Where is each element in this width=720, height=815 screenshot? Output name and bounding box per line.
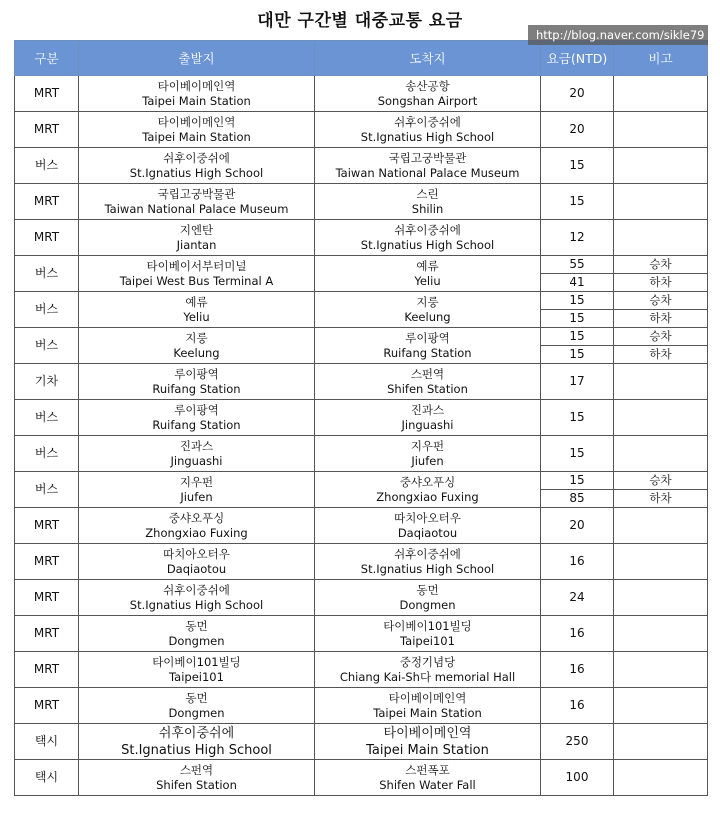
departure-cell: [79, 436, 315, 472]
to-name-ko: 지룽: [416, 294, 439, 309]
table-row: [15, 652, 708, 688]
table-row: [15, 724, 708, 760]
arrival-cell: [315, 472, 541, 508]
departure-cell: [79, 688, 315, 724]
departure-cell: [79, 76, 315, 112]
fare-cell: 15: [541, 436, 614, 472]
arrival-cell: [315, 292, 541, 328]
to-name-ko: 루이팡역: [405, 330, 450, 345]
note-cell: 하차: [614, 310, 708, 328]
to-name-en: Taiwan National Palace Museum: [335, 165, 520, 180]
departure-cell: [79, 472, 315, 508]
from-name-ko: 타이베이메인역: [157, 78, 236, 93]
to-name-ko: 따치아오터우: [394, 510, 461, 525]
category-cell: 버스: [15, 328, 79, 364]
category-cell: 기차: [15, 364, 79, 400]
table-row: [15, 688, 708, 724]
to-name-en: Shilin: [411, 201, 444, 216]
from-name-en: St.Ignatius High School: [129, 597, 264, 612]
to-name-en: Taipei Main Station: [373, 705, 482, 720]
from-name-en: Jiufen: [180, 489, 213, 504]
to-name-en: Chiang Kai-Sh다 memorial Hall: [339, 669, 516, 684]
departure-cell: [79, 364, 315, 400]
departure-cell: [79, 184, 315, 220]
note-cell: 승차: [614, 256, 708, 274]
departure-cell: [79, 580, 315, 616]
table-row: [15, 472, 708, 490]
to-name-ko: 쉬후이중쉬에: [394, 546, 461, 561]
from-name-ko: 지룽: [185, 330, 208, 345]
from-name-en: St.Ignatius High School: [129, 165, 264, 180]
fare-cell: 41: [541, 274, 614, 292]
table-row: [15, 760, 708, 796]
from-name-ko: 지우펀: [179, 474, 214, 489]
departure-cell: [79, 652, 315, 688]
fare-cell: 15: [541, 346, 614, 364]
table-row: [15, 580, 708, 616]
to-name-en: Dongmen: [399, 597, 456, 612]
arrival-cell: [315, 400, 541, 436]
fare-cell: 250: [541, 724, 614, 760]
table-row: [15, 544, 708, 580]
departure-cell: [79, 112, 315, 148]
table-row: [15, 436, 708, 472]
arrival-cell: [315, 508, 541, 544]
fare-cell: 55: [541, 256, 614, 274]
note-cell: [614, 112, 708, 148]
from-name-en: Taipei Main Station: [142, 129, 251, 144]
to-name-en: Jinguashi: [401, 417, 454, 432]
category-cell: 버스: [15, 472, 79, 508]
note-cell: [614, 724, 708, 760]
to-name-ko: 진과스: [410, 402, 445, 417]
from-name-ko: 진과스: [179, 438, 214, 453]
category-cell: MRT: [15, 220, 79, 256]
from-name-ko: 지엔탄: [179, 222, 214, 237]
from-name-en: Taipei Main Station: [142, 93, 251, 108]
fare-cell: 15: [541, 310, 614, 328]
note-cell: 하차: [614, 346, 708, 364]
from-name-en: Yeliu: [183, 309, 210, 324]
fare-table: [14, 40, 708, 796]
arrival-cell: [315, 148, 541, 184]
to-name-ko: 송산공항: [405, 78, 450, 93]
to-name-en: Taipei Main Station: [366, 742, 489, 758]
from-name-en: Ruifang Station: [152, 381, 241, 396]
from-name-en: Shifen Station: [156, 777, 237, 792]
to-name-en: St.Ignatius High School: [360, 129, 495, 144]
from-name-en: Taiwan National Palace Museum: [104, 201, 289, 216]
note-cell: [614, 652, 708, 688]
to-name-ko: 스펀역: [410, 366, 445, 381]
to-name-en: Ruifang Station: [383, 345, 472, 360]
table-row: [15, 292, 708, 310]
category-cell: 버스: [15, 256, 79, 292]
fare-cell: 85: [541, 490, 614, 508]
fare-cell: 20: [541, 112, 614, 148]
from-name-ko: 동먼: [185, 690, 208, 705]
header-category: 구분: [15, 41, 79, 76]
from-name-en: Zhongxiao Fuxing: [145, 525, 248, 540]
arrival-cell: [315, 724, 541, 760]
departure-cell: [79, 760, 315, 796]
from-name-ko: 동먼: [185, 618, 208, 633]
arrival-cell: [315, 256, 541, 292]
to-name-en: St.Ignatius High School: [360, 561, 495, 576]
arrival-cell: [315, 688, 541, 724]
from-name-ko: 타이베이101빌딩: [152, 654, 241, 669]
note-cell: 승차: [614, 292, 708, 310]
from-name-ko: 쉬후이중쉬에: [163, 582, 230, 597]
category-cell: MRT: [15, 688, 79, 724]
category-cell: MRT: [15, 112, 79, 148]
to-name-en: Keelung: [404, 309, 451, 324]
from-name-en: Keelung: [173, 345, 220, 360]
to-name-ko: 타이베이101빌딩: [383, 618, 472, 633]
from-name-ko: 쉬후이중쉬에: [158, 725, 235, 741]
to-name-ko: 타이베이메인역: [383, 725, 472, 741]
from-name-en: Jinguashi: [170, 453, 223, 468]
arrival-cell: [315, 184, 541, 220]
category-cell: MRT: [15, 184, 79, 220]
to-name-en: Yeliu: [414, 273, 441, 288]
note-cell: [614, 364, 708, 400]
table-header: [15, 41, 708, 76]
fare-cell: 100: [541, 760, 614, 796]
fare-cell: 20: [541, 76, 614, 112]
from-name-en: Dongmen: [168, 705, 225, 720]
page-title: 대만 구간별 대중교통 요금: [257, 11, 463, 31]
from-name-en: Ruifang Station: [152, 417, 241, 432]
note-cell: [614, 580, 708, 616]
to-name-ko: 중정기념당: [399, 654, 456, 669]
to-name-en: Songshan Airport: [377, 93, 478, 108]
fare-cell: 12: [541, 220, 614, 256]
category-cell: 택시: [15, 724, 79, 760]
arrival-cell: [315, 652, 541, 688]
to-name-ko: 동먼: [416, 582, 439, 597]
from-name-ko: 쉬후이중쉬에: [163, 150, 230, 165]
from-name-ko: 스펀역: [179, 762, 214, 777]
departure-cell: [79, 220, 315, 256]
note-cell: [614, 184, 708, 220]
header-departure: 출발지: [79, 41, 315, 76]
from-name-en: Taipei101: [169, 669, 224, 684]
fare-cell: 15: [541, 292, 614, 310]
fare-cell: 16: [541, 652, 614, 688]
note-cell: [614, 76, 708, 112]
fare-cell: 24: [541, 580, 614, 616]
note-cell: [614, 508, 708, 544]
category-cell: 버스: [15, 148, 79, 184]
to-name-ko: 국립고궁박물관: [388, 150, 467, 165]
category-cell: 버스: [15, 400, 79, 436]
from-name-ko: 예류: [185, 294, 208, 309]
fare-cell: 20: [541, 508, 614, 544]
header-fare: 요금(NTD): [541, 41, 614, 76]
from-name-ko: 국립고궁박물관: [157, 186, 236, 201]
note-cell: [614, 400, 708, 436]
to-name-ko: 지우펀: [410, 438, 445, 453]
table-row: [15, 148, 708, 184]
table-row: [15, 220, 708, 256]
departure-cell: [79, 292, 315, 328]
to-name-en: Taipei101: [400, 633, 455, 648]
header-arrival: 도착지: [315, 41, 541, 76]
header-note: 비고: [614, 41, 708, 76]
arrival-cell: [315, 544, 541, 580]
arrival-cell: [315, 436, 541, 472]
fare-cell: 17: [541, 364, 614, 400]
to-name-ko: 타이베이메인역: [388, 690, 467, 705]
table-row: [15, 364, 708, 400]
table-row: [15, 256, 708, 274]
note-cell: [614, 436, 708, 472]
departure-cell: [79, 724, 315, 760]
note-cell: [614, 148, 708, 184]
departure-cell: [79, 328, 315, 364]
arrival-cell: [315, 760, 541, 796]
table-row: [15, 328, 708, 346]
category-cell: 버스: [15, 292, 79, 328]
note-cell: 승차: [614, 328, 708, 346]
note-cell: [614, 760, 708, 796]
category-cell: MRT: [15, 616, 79, 652]
category-cell: MRT: [15, 652, 79, 688]
table-row: [15, 76, 708, 112]
fare-cell: 15: [541, 148, 614, 184]
departure-cell: [79, 616, 315, 652]
from-name-ko: 타이베이서부터미널: [146, 258, 247, 273]
note-cell: 하차: [614, 274, 708, 292]
note-cell: [614, 688, 708, 724]
to-name-ko: 스펀폭포: [405, 762, 450, 777]
to-name-ko: 중샤오푸싱: [399, 474, 456, 489]
category-cell: 버스: [15, 436, 79, 472]
table-row: [15, 616, 708, 652]
fare-cell: 16: [541, 544, 614, 580]
category-cell: 택시: [15, 760, 79, 796]
fare-cell: 15: [541, 472, 614, 490]
category-cell: MRT: [15, 508, 79, 544]
table-row: [15, 400, 708, 436]
note-cell: [614, 544, 708, 580]
to-name-en: Jiufen: [411, 453, 444, 468]
from-name-ko: 루이팡역: [174, 402, 219, 417]
departure-cell: [79, 256, 315, 292]
departure-cell: [79, 544, 315, 580]
to-name-en: Shifen Station: [387, 381, 468, 396]
arrival-cell: [315, 580, 541, 616]
departure-cell: [79, 400, 315, 436]
fare-cell: 16: [541, 616, 614, 652]
from-name-en: St.Ignatius High School: [121, 742, 272, 758]
departure-cell: [79, 148, 315, 184]
from-name-en: Taipei West Bus Terminal A: [119, 273, 274, 288]
blog-watermark: http://blog.naver.com/sikle79: [528, 25, 708, 45]
table-row: [15, 508, 708, 544]
from-name-ko: 중샤오푸싱: [168, 510, 225, 525]
departure-cell: [79, 508, 315, 544]
to-name-en: Zhongxiao Fuxing: [376, 489, 479, 504]
fare-cell: 15: [541, 400, 614, 436]
fare-cell: 15: [541, 328, 614, 346]
from-name-en: Dongmen: [168, 633, 225, 648]
arrival-cell: [315, 76, 541, 112]
note-cell: 승차: [614, 472, 708, 490]
fare-cell: 16: [541, 688, 614, 724]
to-name-ko: 예류: [416, 258, 439, 273]
from-name-ko: 따치아오터우: [163, 546, 230, 561]
arrival-cell: [315, 364, 541, 400]
arrival-cell: [315, 112, 541, 148]
fare-cell: 15: [541, 184, 614, 220]
note-cell: [614, 220, 708, 256]
from-name-en: Daqiaotou: [166, 561, 227, 576]
to-name-en: Shifen Water Fall: [379, 777, 476, 792]
from-name-en: Jiantan: [176, 237, 217, 252]
category-cell: MRT: [15, 580, 79, 616]
table-row: [15, 112, 708, 148]
from-name-ko: 루이팡역: [174, 366, 219, 381]
table-row: [15, 184, 708, 220]
category-cell: MRT: [15, 544, 79, 580]
arrival-cell: [315, 220, 541, 256]
note-cell: [614, 616, 708, 652]
to-name-ko: 쉬후이중쉬에: [394, 114, 461, 129]
to-name-ko: 스린: [416, 186, 439, 201]
table-body: [15, 76, 708, 796]
from-name-ko: 타이베이메인역: [157, 114, 236, 129]
arrival-cell: [315, 328, 541, 364]
to-name-en: St.Ignatius High School: [360, 237, 495, 252]
category-cell: MRT: [15, 76, 79, 112]
arrival-cell: [315, 616, 541, 652]
to-name-ko: 쉬후이중쉬에: [394, 222, 461, 237]
to-name-en: Daqiaotou: [397, 525, 458, 540]
note-cell: 하차: [614, 490, 708, 508]
